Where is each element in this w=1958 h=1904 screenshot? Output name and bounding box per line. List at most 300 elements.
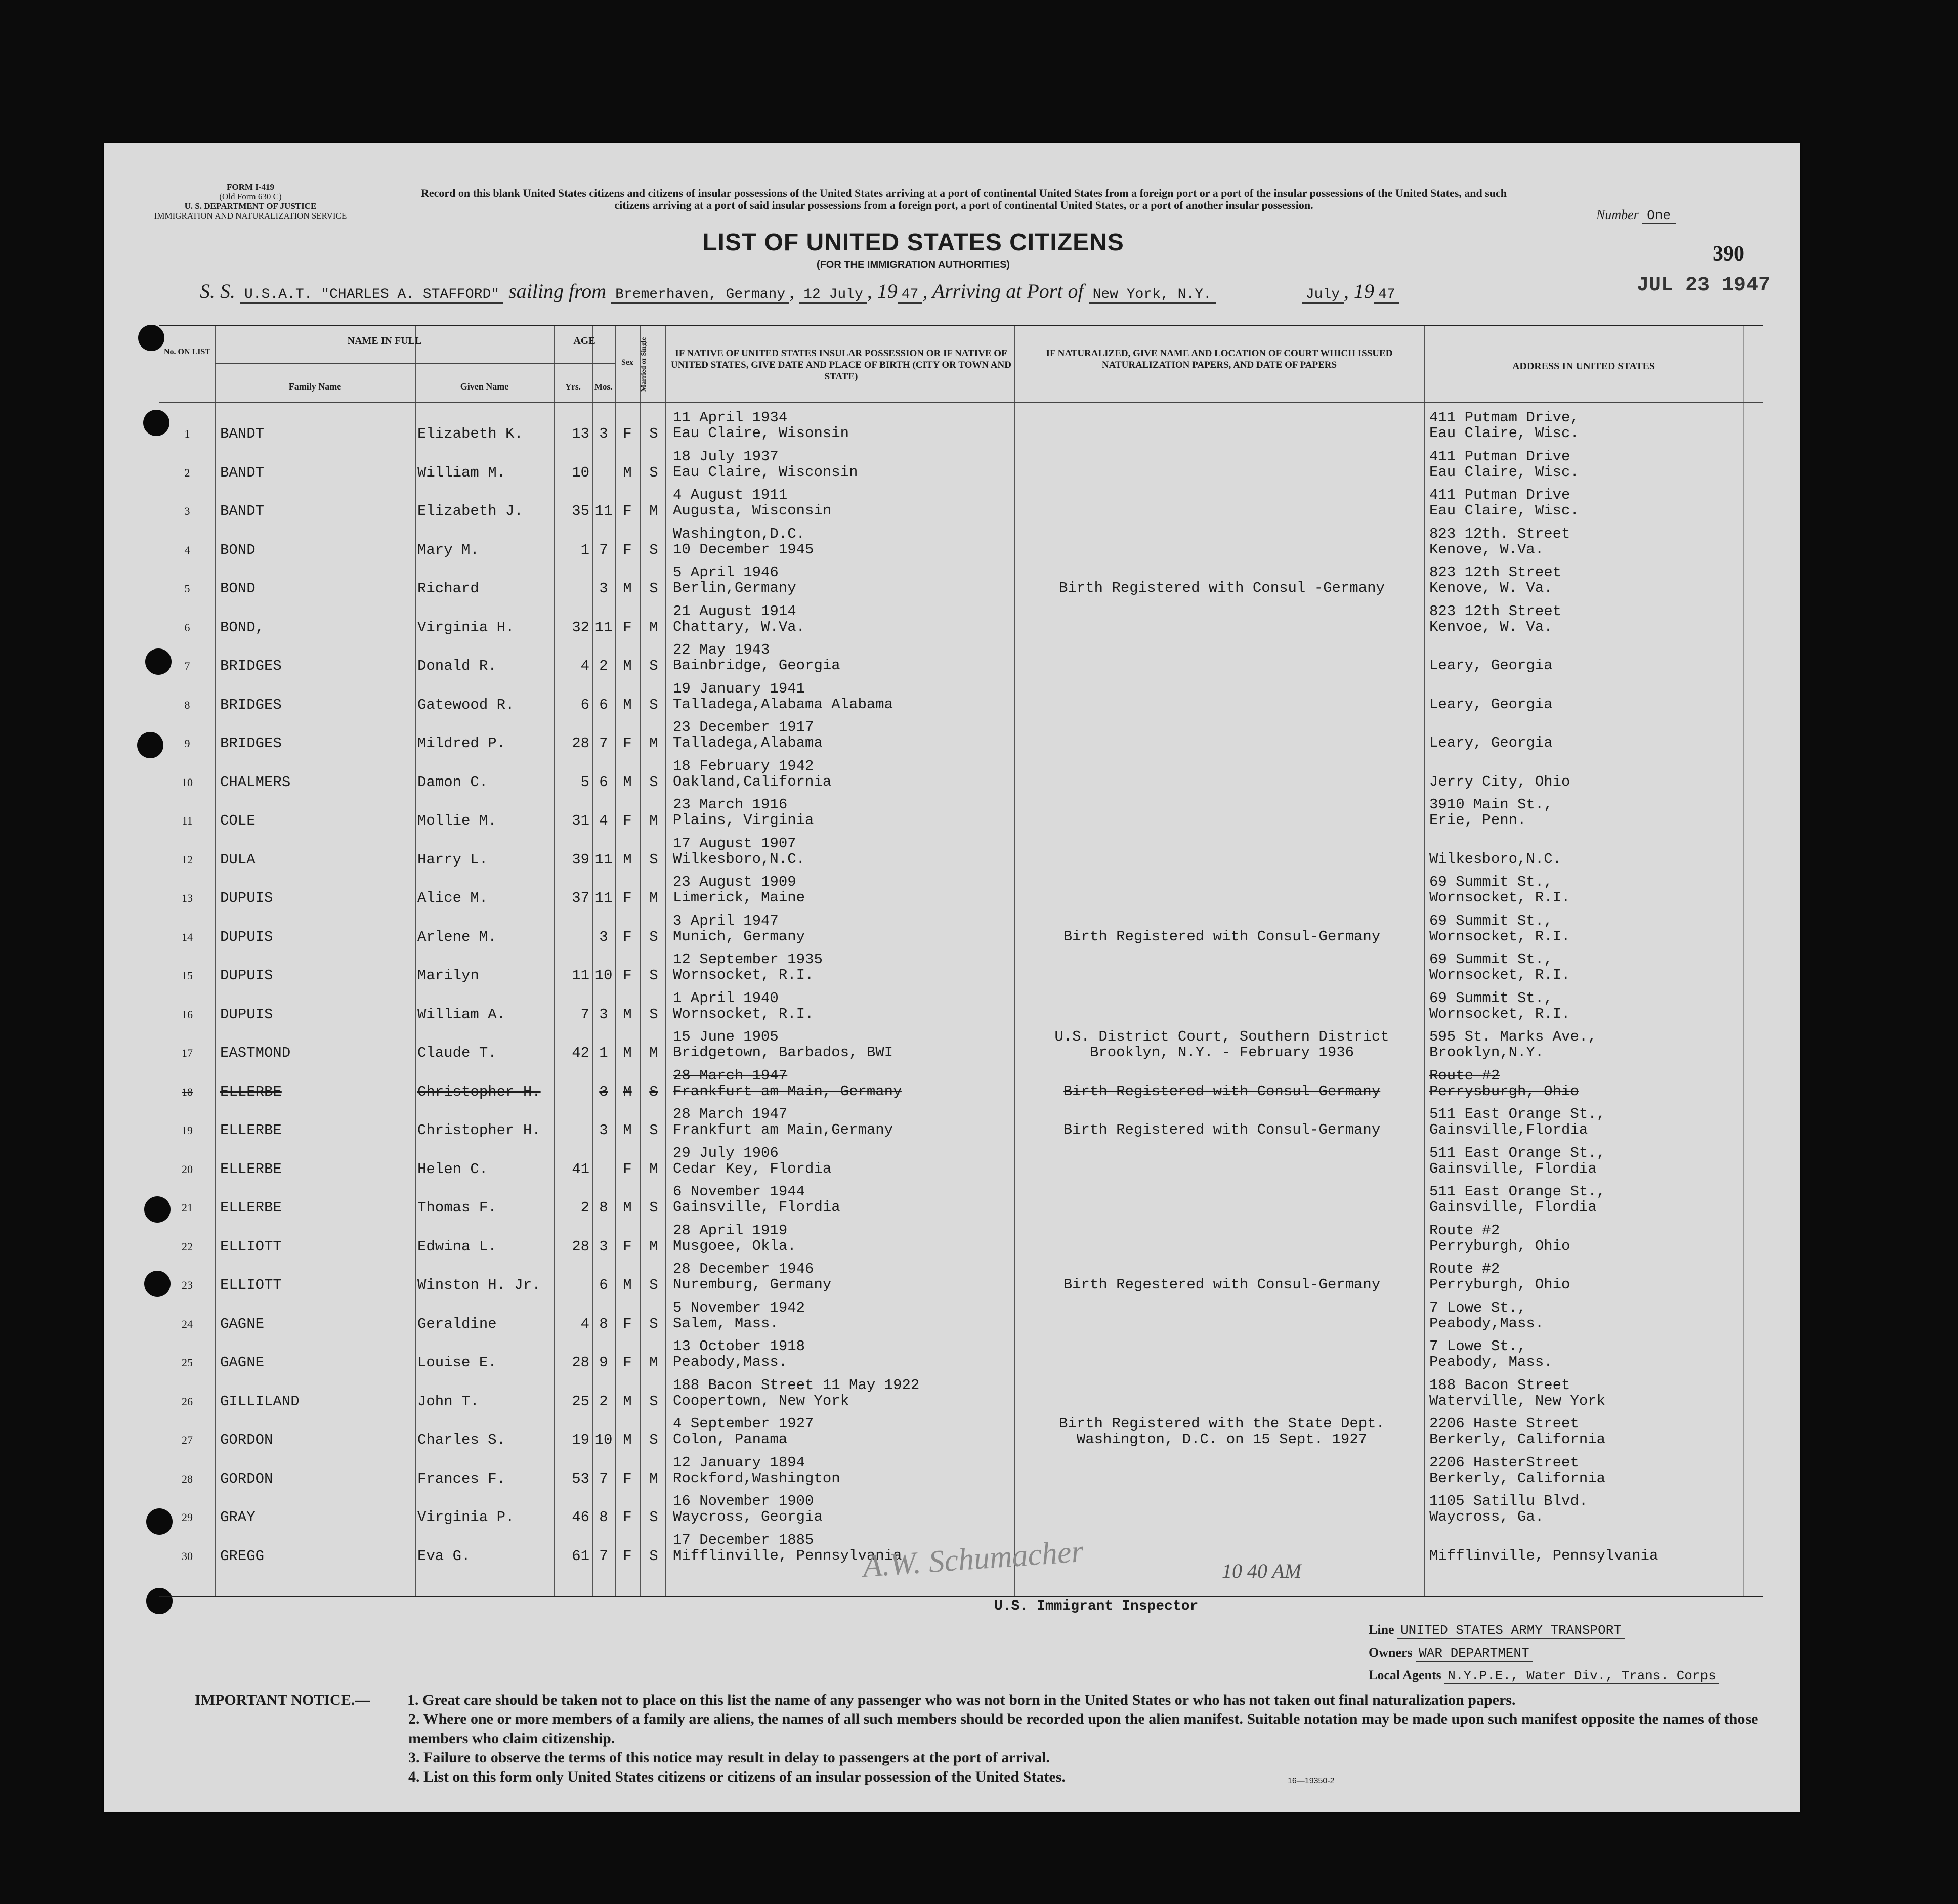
- notice-item-2: 2. Where one or more members of a family are aliens, the names of all such members should be recorded upon the alien manifest. Suitable notation may be made upon such manifest opposite the names of those members who claim citizenship.: [408, 1711, 1758, 1747]
- address-line-1: 823 12th Street: [1429, 564, 1562, 581]
- given-name: Winston H. Jr.: [417, 1277, 541, 1293]
- birth-line-1: 18 February 1942: [673, 757, 814, 774]
- page-title: LIST OF UNITED STATES CITIZENS: [702, 229, 1124, 256]
- address-line-2: Kenvoe, W. Va.: [1429, 618, 1553, 635]
- birth-line-2: Coopertown, New York: [673, 1392, 849, 1409]
- family-name: GORDON: [220, 1470, 273, 1487]
- marital-status: M: [649, 735, 658, 752]
- family-name: EASTMOND: [220, 1045, 291, 1061]
- table-row: [159, 1492, 1763, 1530]
- address-line-2: Gainsville, Flordia: [1429, 1160, 1597, 1177]
- birth-line-1: 16 November 1900: [673, 1493, 814, 1509]
- sex: F: [623, 1470, 632, 1487]
- row-number: 3: [184, 505, 190, 517]
- header-list-number: No. ON LIST: [163, 348, 211, 356]
- departure-date: 12 July: [799, 287, 867, 304]
- ss-label: S. S.: [200, 280, 235, 302]
- row-number: 21: [182, 1201, 193, 1214]
- row-number: 1: [184, 427, 190, 440]
- age-years: 11: [572, 967, 589, 984]
- family-name: GAGNE: [220, 1315, 265, 1332]
- row-number: 26: [182, 1395, 193, 1408]
- family-name: DUPUIS: [220, 928, 273, 945]
- marital-status: S: [649, 658, 658, 674]
- age-years: 19: [572, 1432, 589, 1448]
- given-name: Mildred P.: [417, 735, 506, 752]
- address-line-1: 511 East Orange St.,: [1429, 1183, 1606, 1200]
- row-number: 30: [182, 1549, 193, 1563]
- address-line-2: Perrysburgh, Ohio: [1429, 1083, 1579, 1100]
- sex: F: [623, 812, 632, 829]
- line-value: UNITED STATES ARMY TRANSPORT: [1397, 1623, 1625, 1639]
- given-name: Edwina L.: [417, 1238, 497, 1255]
- family-name: BOND: [220, 541, 256, 558]
- birth-line-2: Plains, Virginia: [673, 812, 814, 829]
- age-months: 11: [594, 619, 613, 636]
- table-row: [159, 795, 1763, 834]
- table-row: [159, 834, 1763, 873]
- header-years: Yrs.: [565, 382, 581, 392]
- address-line-2: Wornsocket, R.I.: [1429, 1005, 1570, 1022]
- age-months: 3: [599, 928, 608, 945]
- header-married-single: Married or Single: [640, 337, 648, 392]
- birth-line-2: Frankfurt am Main, Germany: [673, 1083, 902, 1100]
- age-years: 41: [572, 1160, 589, 1178]
- given-name: Frances F.: [417, 1470, 506, 1487]
- marital-status: S: [649, 851, 658, 868]
- birth-line-2: Limerick, Maine: [673, 889, 805, 906]
- marital-status: S: [649, 1393, 658, 1410]
- family-name: GAGNE: [220, 1354, 265, 1371]
- old-form-number: (Old Form 630 C): [219, 192, 282, 201]
- sex: M: [623, 1393, 632, 1410]
- row-number: 5: [184, 582, 190, 595]
- marital-status: S: [649, 1199, 658, 1216]
- birth-line-1: 28 March 1947: [673, 1067, 788, 1084]
- birth-line-2: Wilkesboro,N.C.: [673, 850, 805, 868]
- manifest-page: [104, 143, 1800, 1812]
- table-row: [159, 679, 1763, 718]
- age-years: 37: [572, 890, 589, 906]
- family-name: BANDT: [220, 464, 265, 481]
- service-name: IMMIGRATION AND NATURALIZATION SERVICE: [154, 211, 347, 221]
- given-name: Elizabeth K.: [417, 425, 523, 442]
- address-line-2: Wornsocket, R.I.: [1429, 967, 1570, 983]
- marital-status: S: [649, 580, 658, 597]
- address-line-1: 823 12th. Street: [1429, 525, 1570, 542]
- departure-port: Bremerhaven, Germany: [611, 287, 789, 304]
- birth-line-2: Gainsville, Flordia: [673, 1199, 840, 1216]
- year-prefix: 19: [877, 280, 898, 302]
- table-row: [159, 1260, 1763, 1298]
- given-name: Christopher H.: [417, 1083, 541, 1100]
- birth-line-2: Augusta, Wisconsin: [673, 502, 832, 519]
- address-line-1: 511 East Orange St.,: [1429, 1144, 1606, 1161]
- age-months: 6: [599, 773, 608, 791]
- age-months: 6: [599, 1277, 608, 1293]
- sex: M: [623, 1432, 632, 1448]
- birth-line-2: Chattary, W.Va.: [673, 618, 805, 635]
- given-name: Eva G.: [417, 1547, 471, 1565]
- sex: F: [623, 1315, 632, 1332]
- arrival-month: July: [1302, 287, 1344, 304]
- naturalization-line-2: Washington, D.C. on 15 Sept. 1927: [1076, 1431, 1368, 1448]
- birth-line-1: 28 April 1919: [673, 1222, 788, 1239]
- address-line-2: Leary, Georgia: [1429, 657, 1553, 674]
- birth-line-2: Talladega,Alabama Alabama: [673, 696, 893, 713]
- sex: M: [623, 1006, 632, 1023]
- list-number-label: Number: [1596, 207, 1639, 222]
- marital-status: M: [649, 1238, 658, 1255]
- naturalization-line-2: Birth Registered with Consul-Germany: [1063, 1083, 1381, 1100]
- owners-value: WAR DEPARTMENT: [1416, 1646, 1532, 1662]
- given-name: Geraldine: [417, 1315, 497, 1332]
- family-name: DUPUIS: [220, 967, 273, 984]
- family-name: GORDON: [220, 1432, 273, 1448]
- given-name: Charles S.: [417, 1432, 506, 1448]
- age-years: 28: [572, 1238, 589, 1255]
- age-months: 10: [594, 967, 613, 984]
- sex: M: [623, 464, 632, 481]
- table-row: [159, 640, 1763, 679]
- sex: F: [623, 890, 632, 906]
- birth-line-1: 29 July 1906: [673, 1144, 779, 1161]
- age-years: 10: [572, 464, 589, 481]
- table-row: [159, 447, 1763, 486]
- age-months: 2: [599, 658, 608, 674]
- owners-label: Owners: [1369, 1645, 1413, 1660]
- notice-item-3: 3. Failure to observe the terms of this notice may result in delay to passengers at the port of arrival.: [408, 1749, 1050, 1766]
- table-row: [159, 602, 1763, 640]
- address-line-2: Peabody,Mass.: [1429, 1315, 1544, 1332]
- marital-status: S: [649, 1509, 658, 1526]
- row-number: 10: [182, 775, 193, 789]
- birth-line-2: Mifflinville, Pennsylvania: [673, 1547, 902, 1564]
- birth-line-1: 12 September 1935: [673, 951, 823, 968]
- given-name: Donald R.: [417, 658, 497, 674]
- row-number: 27: [182, 1434, 193, 1446]
- marital-status: S: [649, 1432, 658, 1448]
- list-number: [1596, 207, 1676, 223]
- family-name: ELLERBE: [220, 1083, 282, 1100]
- address-line-1: Route #2: [1429, 1261, 1500, 1277]
- sex: M: [623, 1199, 632, 1216]
- sex: F: [623, 503, 632, 520]
- birth-line-1: 18 July 1937: [673, 448, 779, 465]
- age-years: 13: [572, 425, 589, 442]
- address-line-1: 823 12th Street: [1429, 602, 1562, 620]
- birth-line-1: 1 April 1940: [673, 989, 779, 1007]
- address-line-1: 69 Summit St.,: [1429, 874, 1553, 890]
- marital-status: S: [649, 541, 658, 558]
- address-line-1: 69 Summit St.,: [1429, 989, 1553, 1007]
- marital-status: S: [649, 425, 658, 442]
- birth-line-1: 11 April 1934: [673, 409, 788, 426]
- notice-item-4: 4. List on this form only United States citizens or citizens of an insular possession of the United States.: [408, 1768, 1066, 1785]
- birth-line-2: Waycross, Georgia: [673, 1508, 823, 1525]
- sex: F: [623, 928, 632, 945]
- table-row: [159, 912, 1763, 950]
- birth-line-2: Eau Claire, Wisonsin: [673, 425, 849, 442]
- table-row: [159, 1337, 1763, 1375]
- address-line-2: Gainsville,Flordia: [1429, 1121, 1588, 1138]
- birth-line-1: 5 November 1942: [673, 1299, 805, 1316]
- family-name: ELLERBE: [220, 1122, 282, 1139]
- address-line-1: Route #2: [1429, 1222, 1500, 1239]
- birth-line-1: 23 December 1917: [673, 719, 814, 735]
- birth-line-1: 28 December 1946: [673, 1261, 814, 1277]
- family-name: ELLIOTT: [220, 1277, 282, 1293]
- birth-line-2: 10 December 1945: [673, 541, 814, 558]
- family-name: GREGG: [220, 1547, 265, 1565]
- address-line-2: Mifflinville, Pennsylvania: [1429, 1547, 1658, 1564]
- table-row: [159, 486, 1763, 524]
- page-subtitle: (FOR THE IMMIGRATION AUTHORITIES): [816, 259, 1010, 270]
- birth-line-2: Frankfurt am Main,Germany: [673, 1121, 893, 1138]
- given-name: Richard: [417, 580, 479, 597]
- table-row: [159, 1144, 1763, 1182]
- sex: F: [623, 1354, 632, 1371]
- marital-status: S: [649, 1277, 658, 1293]
- address-line-2: Leary, Georgia: [1429, 696, 1553, 713]
- age-months: 8: [599, 1199, 608, 1216]
- marital-status: S: [649, 464, 658, 481]
- inspection-time: 10 40 AM: [1222, 1560, 1302, 1582]
- list-number-value: One: [1642, 208, 1676, 224]
- family-name: ELLERBE: [220, 1160, 282, 1178]
- birth-line-2: Munich, Germany: [673, 928, 805, 945]
- row-number: 14: [182, 930, 193, 943]
- agents-label: Local Agents: [1369, 1668, 1441, 1682]
- address-line-2: Berkerly, California: [1429, 1469, 1606, 1487]
- sex: M: [623, 580, 632, 597]
- marital-status: S: [649, 696, 658, 713]
- age-years: 53: [572, 1470, 589, 1487]
- naturalization-line-1: Birth Registered with the State Dept.: [1059, 1415, 1385, 1432]
- marital-status: M: [649, 1470, 658, 1487]
- address-line-2: Eau Claire, Wisc.: [1429, 425, 1579, 442]
- sex: M: [623, 773, 632, 791]
- address-line-1: 3910 Main St.,: [1429, 796, 1553, 813]
- given-name: Mary M.: [417, 541, 479, 558]
- birth-line-2: Berlin,Germany: [673, 580, 796, 596]
- table-row: [159, 873, 1763, 911]
- marital-status: M: [649, 890, 658, 906]
- marital-status: S: [649, 928, 658, 945]
- row-number: 13: [182, 892, 193, 904]
- birth-line-2: Musgoee, Okla.: [673, 1237, 796, 1254]
- voyage-line: S. S. U.S.A.T. "CHARLES A. STAFFORD" sailing from Bremerhaven, Germany , 12 July , 19 47 , Arriving at Port of New York, N.Y. July , 19 47: [200, 279, 1794, 303]
- birth-line-2: Salem, Mass.: [673, 1315, 779, 1332]
- header-sex: Sex: [621, 358, 633, 367]
- age-years: 42: [572, 1045, 589, 1061]
- sex: F: [623, 541, 632, 558]
- header-birth: IF NATIVE OF UNITED STATES INSULAR POSSESSION OR IF NATIVE OF UNITED STATES, GIVE DATE AND PLACE OF BIRTH (CITY OR TOWN AND STATE): [671, 348, 1011, 382]
- marital-status: S: [649, 773, 658, 791]
- header-months: Mos.: [594, 382, 613, 392]
- row-number: 20: [182, 1162, 193, 1176]
- address-line-2: Kenove, W.Va.: [1429, 541, 1544, 558]
- address-line-2: Waterville, New York: [1429, 1392, 1606, 1409]
- sex: M: [623, 696, 632, 713]
- birth-line-2: Nuremburg, Germany: [673, 1276, 832, 1293]
- naturalization-line-2: Birth Registered with Consul-Germany: [1063, 1121, 1381, 1138]
- footer-code: 16—19350-2: [1288, 1777, 1335, 1785]
- age-months: 3: [599, 580, 608, 597]
- age-months: 6: [599, 696, 608, 713]
- birth-line-1: Washington,D.C.: [673, 525, 805, 542]
- age-years: 1: [580, 541, 589, 558]
- row-number: 2: [184, 466, 190, 479]
- line-label: Line: [1369, 1622, 1394, 1637]
- given-name: Christopher H.: [417, 1122, 541, 1139]
- address-line-2: Eau Claire, Wisc.: [1429, 463, 1579, 481]
- given-name: Alice M.: [417, 890, 488, 906]
- table-row: [159, 1221, 1763, 1260]
- table-row: [159, 525, 1763, 563]
- address-line-2: Gainsville, Flordia: [1429, 1199, 1597, 1216]
- family-name: BRIDGES: [220, 696, 282, 713]
- address-line-1: 411 Putman Drive: [1429, 487, 1570, 503]
- owners-field: [1369, 1645, 1533, 1661]
- birth-line-1: 23 March 1916: [673, 796, 788, 813]
- department-name: U. S. DEPARTMENT OF JUSTICE: [184, 201, 317, 211]
- line-field: [1369, 1622, 1625, 1638]
- table-row: [159, 718, 1763, 756]
- age-months: 1: [599, 1045, 608, 1061]
- naturalization-line-2: Brooklyn, N.Y. - February 1936: [1089, 1044, 1354, 1061]
- row-number: 24: [182, 1317, 193, 1330]
- age-years: 39: [572, 851, 589, 868]
- family-name: BANDT: [220, 425, 265, 442]
- sex: F: [623, 967, 632, 984]
- row-number: 16: [182, 1008, 193, 1021]
- age-years: 25: [572, 1393, 589, 1410]
- address-line-2: Kenove, W. Va.: [1429, 580, 1553, 596]
- age-months: 2: [599, 1393, 608, 1410]
- table-row: [159, 1182, 1763, 1221]
- given-name: Harry L.: [417, 851, 488, 868]
- naturalization-line-1: U.S. District Court, Southern District: [1054, 1028, 1389, 1045]
- birth-line-2: Oakland,California: [673, 773, 832, 790]
- address-line-1: 2206 Haste Street: [1429, 1415, 1579, 1432]
- marital-status: S: [649, 1547, 658, 1565]
- sex: F: [623, 619, 632, 636]
- row-number: 7: [184, 660, 190, 672]
- marital-status: S: [649, 1122, 658, 1139]
- departure-year: 47: [898, 287, 923, 304]
- family-name: ELLERBE: [220, 1199, 282, 1216]
- given-name: Thomas F.: [417, 1199, 497, 1216]
- row-number: 17: [182, 1047, 193, 1059]
- age-months: 7: [599, 735, 608, 752]
- address-line-1: 7 Lowe St.,: [1429, 1299, 1526, 1316]
- family-name: CHALMERS: [220, 773, 291, 791]
- header-given-name: Given Name: [460, 381, 509, 392]
- address-line-1: 595 St. Marks Ave.,: [1429, 1028, 1597, 1045]
- given-name: Arlene M.: [417, 928, 497, 945]
- address-line-1: 69 Summit St.,: [1429, 951, 1553, 968]
- marital-status: S: [649, 1006, 658, 1023]
- inspector-signature: A.W. Schumacher: [862, 1534, 1085, 1584]
- birth-line-1: 28 March 1947: [673, 1106, 788, 1122]
- given-name: Marilyn: [417, 967, 479, 984]
- given-name: Gatewood R.: [417, 696, 515, 713]
- birth-line-2: Wornsocket, R.I.: [673, 1005, 814, 1022]
- marital-status: M: [649, 503, 658, 520]
- family-name: ELLIOTT: [220, 1238, 282, 1255]
- birth-line-2: Cedar Key, Flordia: [673, 1160, 832, 1177]
- page-number: 390: [1713, 242, 1744, 266]
- form-instructions: Record on this blank United States citizens and citizens of insular possessions of the United States arriving at a port of continental United States from a foreign port or a port of the insular possessions of the United States, and such citizens arriving at a port of said insular possessions from a foreign port, a port of continental United States, or a port of another insular possession.: [420, 187, 1507, 211]
- table-row: [159, 1376, 1763, 1414]
- age-years: 32: [572, 619, 589, 636]
- marital-status: S: [649, 1083, 658, 1100]
- row-number: 11: [182, 814, 193, 827]
- marital-status: S: [649, 1315, 658, 1332]
- birth-line-1: 21 August 1914: [673, 602, 796, 620]
- address-line-1: 69 Summit St.,: [1429, 912, 1553, 929]
- address-line-1: 1105 Satillu Blvd.: [1429, 1493, 1588, 1509]
- birth-line-2: Colon, Panama: [673, 1431, 788, 1448]
- birth-line-1: 6 November 1944: [673, 1183, 805, 1200]
- agents-field: [1369, 1668, 1719, 1683]
- address-line-2: Jerry City, Ohio: [1429, 773, 1570, 790]
- birth-line-2: Peabody,Mass.: [673, 1354, 788, 1370]
- family-name: BRIDGES: [220, 658, 282, 674]
- sex: M: [623, 851, 632, 868]
- naturalization-line-2: Birth Registered with Consul-Germany: [1063, 928, 1381, 945]
- table-row: [159, 1027, 1763, 1066]
- notice-item-1: 1. Great care should be taken not to place on this list the name of any passenger who was not born in the United States or who has not taken out final naturalization papers.: [407, 1692, 1516, 1708]
- given-name: Claude T.: [417, 1045, 497, 1061]
- birth-line-1: 4 September 1927: [673, 1415, 814, 1432]
- age-years: 28: [572, 1354, 589, 1371]
- marital-status: M: [649, 619, 658, 636]
- age-years: 2: [580, 1199, 589, 1216]
- sex: F: [623, 425, 632, 442]
- table-row: [159, 563, 1763, 601]
- age-years: 4: [580, 658, 589, 674]
- family-name: BRIDGES: [220, 735, 282, 752]
- age-years: 6: [580, 696, 589, 713]
- address-line-1: 7 Lowe St.,: [1429, 1338, 1526, 1355]
- given-name: Helen C.: [417, 1160, 488, 1178]
- birth-line-1: 13 October 1918: [673, 1338, 805, 1355]
- sex: M: [623, 1277, 632, 1293]
- age-months: 9: [599, 1354, 608, 1371]
- birth-line-1: 17 August 1907: [673, 835, 796, 852]
- address-line-2: Leary, Georgia: [1429, 734, 1553, 751]
- sailing-label: sailing from: [508, 280, 607, 302]
- address-line-2: Peabody, Mass.: [1429, 1354, 1553, 1370]
- sex: F: [623, 1238, 632, 1255]
- age-months: 8: [599, 1509, 608, 1526]
- header-name-in-full: NAME IN FULL: [347, 335, 422, 347]
- row-number: 15: [182, 969, 193, 982]
- birth-line-1: 12 January 1894: [673, 1454, 805, 1471]
- naturalization-line-2: Birth Regestered with Consul-Germany: [1063, 1276, 1381, 1293]
- row-number: 19: [182, 1124, 193, 1137]
- address-line-1: 411 Putman Drive: [1429, 448, 1570, 465]
- birth-line-1: 4 August 1911: [673, 487, 788, 503]
- birth-line-2: Bainbridge, Georgia: [673, 657, 840, 674]
- family-name: GILLILAND: [220, 1393, 300, 1410]
- address-line-1: 2206 HasterStreet: [1429, 1454, 1579, 1471]
- age-months: 11: [594, 890, 613, 906]
- age-years: 31: [572, 812, 589, 829]
- marital-status: S: [649, 967, 658, 984]
